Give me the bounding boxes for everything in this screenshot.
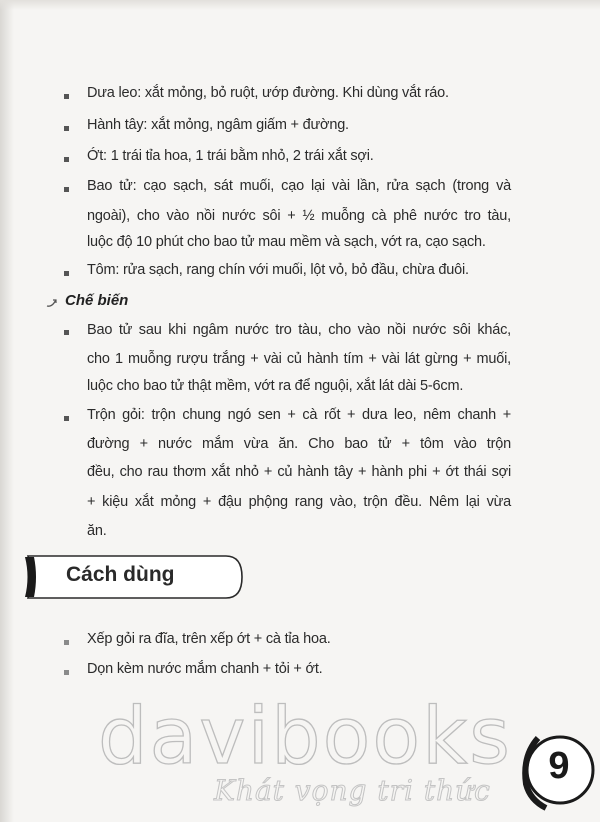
ingredient-shrimp: Tôm: rửa sạch, rang chín với muối, lột vỏ, bỏ đầu, chừa đuôi. — [87, 262, 469, 278]
prep-mix-line-3: đều, cho rau thơm xắt nhỏ + củ hành tây + hành phi + ớt thái sợi — [87, 464, 511, 480]
ingredient-onion: Hành tây: xắt mỏng, ngâm giấm + đường. — [87, 117, 349, 133]
bullet-icon — [64, 271, 69, 276]
page-top-shadow — [0, 0, 600, 10]
bullet-icon — [64, 187, 69, 192]
page-number: 9 — [548, 745, 570, 787]
bullet-icon — [64, 330, 69, 335]
prep-boil-line-1: Bao tử sau khi ngâm nước tro tàu, cho vào nồi nước sôi khác, — [87, 322, 511, 338]
prep-mix-line-5: ăn. — [87, 523, 107, 539]
bullet-icon — [64, 640, 69, 645]
bullet-icon — [64, 94, 69, 99]
prep-mix-line-1: Trộn gỏi: trộn chung ngó sen + cà rốt + dưa leo, nêm chanh + — [87, 407, 511, 423]
ingredient-cucumber: Dưa leo: xắt mỏng, bỏ ruột, ướp đường. Khi dùng vắt ráo. — [87, 85, 449, 101]
usage-section-title: Cách dùng — [66, 563, 175, 586]
usage-item-dipping: Dọn kèm nước mắm chanh + tỏi + ớt. — [87, 661, 323, 677]
ingredient-tripe-line-3: luộc độ 10 phút cho bao tử mau mềm và sạch, vớt ra, cạo sạch. — [87, 234, 486, 250]
usage-item-serve: Xếp gỏi ra đĩa, trên xếp ớt + cà tỉa hoa. — [87, 631, 331, 647]
prep-boil-line-2: cho 1 muỗng rượu trắng + vài củ hành tím + vài lát gừng + muối, — [87, 351, 511, 367]
watermark-tagline: Khát vọng tri thức — [214, 774, 491, 807]
bullet-icon — [64, 157, 69, 162]
watermark-brand: davibooks — [98, 692, 512, 782]
preparation-heading: Chế biến — [65, 292, 129, 309]
prep-boil-line-3: luộc cho bao tử thật mềm, vớt ra để nguội, xắt lát dài 5-6cm. — [87, 378, 464, 394]
prep-mix-line-4: + kiệu xắt mỏng + đậu phộng rang vào, trộn đều. Nêm lại vừa — [87, 494, 511, 510]
bullet-icon — [64, 126, 69, 131]
bullet-icon — [64, 670, 69, 675]
ingredient-chili: Ớt: 1 trái tỉa hoa, 1 trái bằm nhỏ, 2 trái xắt sợi. — [87, 148, 374, 164]
prep-mix-line-2: đường + nước mắm vừa ăn. Cho bao tử + tôm vào trộn — [87, 436, 511, 452]
ingredient-tripe-line-1: Bao tử: cạo sạch, sát muối, cạo lại vài lần, rửa sạch (trong và — [87, 178, 511, 194]
ingredient-tripe-line-2: ngoài), cho vào nồi nước sôi + ½ muỗng cà phê nước tro tàu, — [87, 208, 511, 224]
heading-mark-icon — [46, 297, 58, 309]
page-binding-shadow — [0, 0, 14, 822]
bullet-icon — [64, 416, 69, 421]
